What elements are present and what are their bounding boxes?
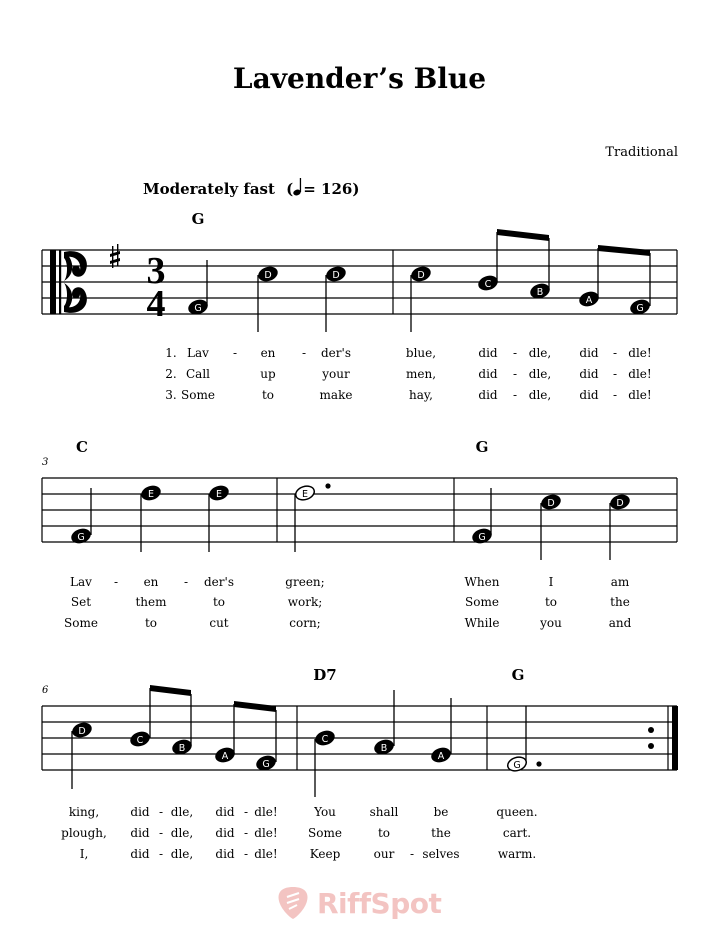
lyric-syllable: dle! [628,367,652,381]
svg-text:work;: work; [287,595,323,609]
svg-text:plough,: plough, [61,826,107,840]
svg-text:Some: Some [308,826,342,840]
composer: Traditional [605,145,678,160]
lyrics [165,346,651,402]
svg-text:-: - [158,847,164,861]
note [186,260,209,317]
lyrics [64,575,632,630]
svg-text:der's: der's [204,575,234,589]
verse-number: 2. [165,367,177,381]
svg-text:to: to [144,616,158,630]
note-letter: D [332,270,340,281]
svg-text:Some: Some [64,616,98,630]
note [70,720,93,789]
svg-text:Some: Some [465,595,499,609]
lyric-syllable: up [260,367,276,381]
lyric-syllable: men, [405,367,437,381]
tempo-bpm: = 126 [303,180,353,198]
svg-text:dle,: dle, [170,847,194,861]
svg-text:be: be [433,805,449,819]
svg-text:selves: selves [422,847,460,861]
note-letter: C [321,734,329,745]
guitar-pick-icon [275,885,311,921]
note [313,728,336,797]
eighth-pair [128,685,193,757]
note-letter: G [77,532,85,543]
svg-text:dle!: dle! [254,847,278,861]
svg-text:you: you [540,616,562,630]
svg-text:-: - [158,805,164,819]
lyric-syllable: - [232,346,238,360]
note-letter: B [380,743,388,754]
lyrics [61,805,537,861]
note-letter: C [136,735,144,746]
lyric-syllable: did [478,367,498,381]
note-letter: D [547,498,555,509]
lyric-syllable: make [319,388,353,402]
lyric-syllable: hay, [409,388,433,402]
svg-text:did: did [130,847,150,861]
svg-text:to: to [544,595,558,609]
svg-text:-: - [243,847,249,861]
note-letter: A [221,751,229,762]
chord-symbol: C [76,438,88,456]
svg-text:en: en [143,575,159,589]
svg-text:warm.: warm. [497,847,537,861]
svg-text:cut: cut [209,616,229,630]
lyric-syllable: dle, [528,367,552,381]
lyric-syllable: Some [181,388,215,402]
eighth-pair [577,245,651,317]
svg-text:Lav: Lav [70,575,92,589]
svg-text:our: our [373,847,395,861]
chord-symbol: D7 [313,666,337,684]
svg-text:and: and [608,616,632,630]
brand-name: RiffSpot [317,886,442,920]
note-letter: A [437,751,445,762]
lyric-syllable: did [478,388,498,402]
note-letter: E [147,489,155,500]
svg-text:Keep: Keep [309,847,341,861]
note-letter: G [194,303,202,314]
time-sig-top: 3 [146,250,166,292]
lyric-syllable: - [612,388,618,402]
brand-watermark [275,885,441,921]
svg-text:You: You [314,805,336,819]
note [69,488,92,546]
time-sig-bottom: 4 [146,283,166,325]
note-letter: D [616,498,624,509]
eighth-pair [476,229,551,301]
verse-number: 3. [165,388,177,402]
svg-text:-: - [409,847,415,861]
svg-text:green;: green; [285,575,325,589]
svg-text:Set: Set [70,595,92,609]
lyric-syllable: did [579,346,599,360]
lyric-syllable: did [579,388,599,402]
note-letter: B [536,287,544,298]
svg-text:-: - [243,826,249,840]
lyric-syllable: to [261,388,275,402]
lyric-syllable: your [322,367,350,381]
svg-text:While: While [464,616,500,630]
lyric-syllable: dle! [628,388,652,402]
note-letter: A [585,295,593,306]
svg-text:the: the [610,595,630,609]
note-letter: D [417,270,425,281]
note-letter: C [484,279,492,290]
svg-text:them: them [135,595,167,609]
svg-text:to: to [212,595,226,609]
lyric-syllable: - [612,367,618,381]
chord-symbol: G [475,438,489,456]
note-letter: G [636,303,644,314]
note-letter: B [178,743,186,754]
staff-system-2 [42,438,677,630]
note [372,690,395,757]
chord-symbol: G [191,210,205,228]
lyric-syllable: dle! [628,346,652,360]
lyric-syllable: dle, [528,346,552,360]
repeat-dot [648,727,654,733]
svg-text:did: did [130,826,150,840]
lyric-syllable: - [301,346,307,360]
lyric-syllable: dle, [528,388,552,402]
svg-text:the: the [431,826,451,840]
lyric-syllable: en [260,346,276,360]
dotted-half-note [506,706,542,773]
song-title: Lavender’s Blue [232,62,487,95]
staff-system-3 [42,666,678,861]
lyric-syllable: - [512,346,518,360]
note-letter: D [78,726,86,737]
svg-text:I: I [548,575,554,589]
lyric-syllable: - [512,367,518,381]
svg-text:did: did [215,826,235,840]
measure-number: 6 [42,685,49,696]
svg-text:did: did [130,805,150,819]
svg-text:to: to [377,826,391,840]
lyric-syllable: did [478,346,498,360]
note-letter: D [264,270,272,281]
svg-text:dle!: dle! [254,805,278,819]
note-letter: G [262,759,270,770]
svg-text:dle!: dle! [254,826,278,840]
svg-text:dle,: dle, [170,805,194,819]
repeat-dot [648,743,654,749]
note [470,488,493,546]
svg-text:am: am [610,575,630,589]
svg-text:king,: king, [68,805,100,819]
lyric-syllable: der's [321,346,351,360]
lyric-syllable: did [579,367,599,381]
staff-system-1 [42,210,677,402]
note-letter: E [215,489,223,500]
lyric-syllable: Lav [187,346,209,360]
final-barline [672,706,678,770]
svg-text:did: did [215,847,235,861]
note-letter: G [513,760,521,771]
svg-text:did: did [215,805,235,819]
tempo-marking: Moderately fast ( = 126) [143,180,360,198]
chord-symbol: G [511,666,525,684]
note-letter: E [301,489,309,500]
lyric-syllable: Call [185,367,211,381]
svg-text:-: - [183,575,189,589]
svg-text:dle,: dle, [170,826,194,840]
lyric-syllable: - [612,346,618,360]
svg-text:I,: I, [79,847,89,861]
svg-text:cart.: cart. [502,826,532,840]
lyric-syllable: blue, [405,346,437,360]
svg-text:shall: shall [369,805,399,819]
svg-text:-: - [113,575,119,589]
svg-text:queen.: queen. [496,805,538,819]
svg-text:corn;: corn; [289,616,321,630]
measure-number: 3 [42,457,49,468]
svg-text:When: When [464,575,500,589]
tempo-text: Moderately fast [143,180,275,198]
verse-number: 1. [165,346,177,360]
note [429,698,452,765]
note-letter: G [478,532,486,543]
key-sharp [110,244,120,268]
svg-text:-: - [243,805,249,819]
svg-text:-: - [158,826,164,840]
lyric-syllable: - [512,388,518,402]
eighth-pair [213,701,277,773]
